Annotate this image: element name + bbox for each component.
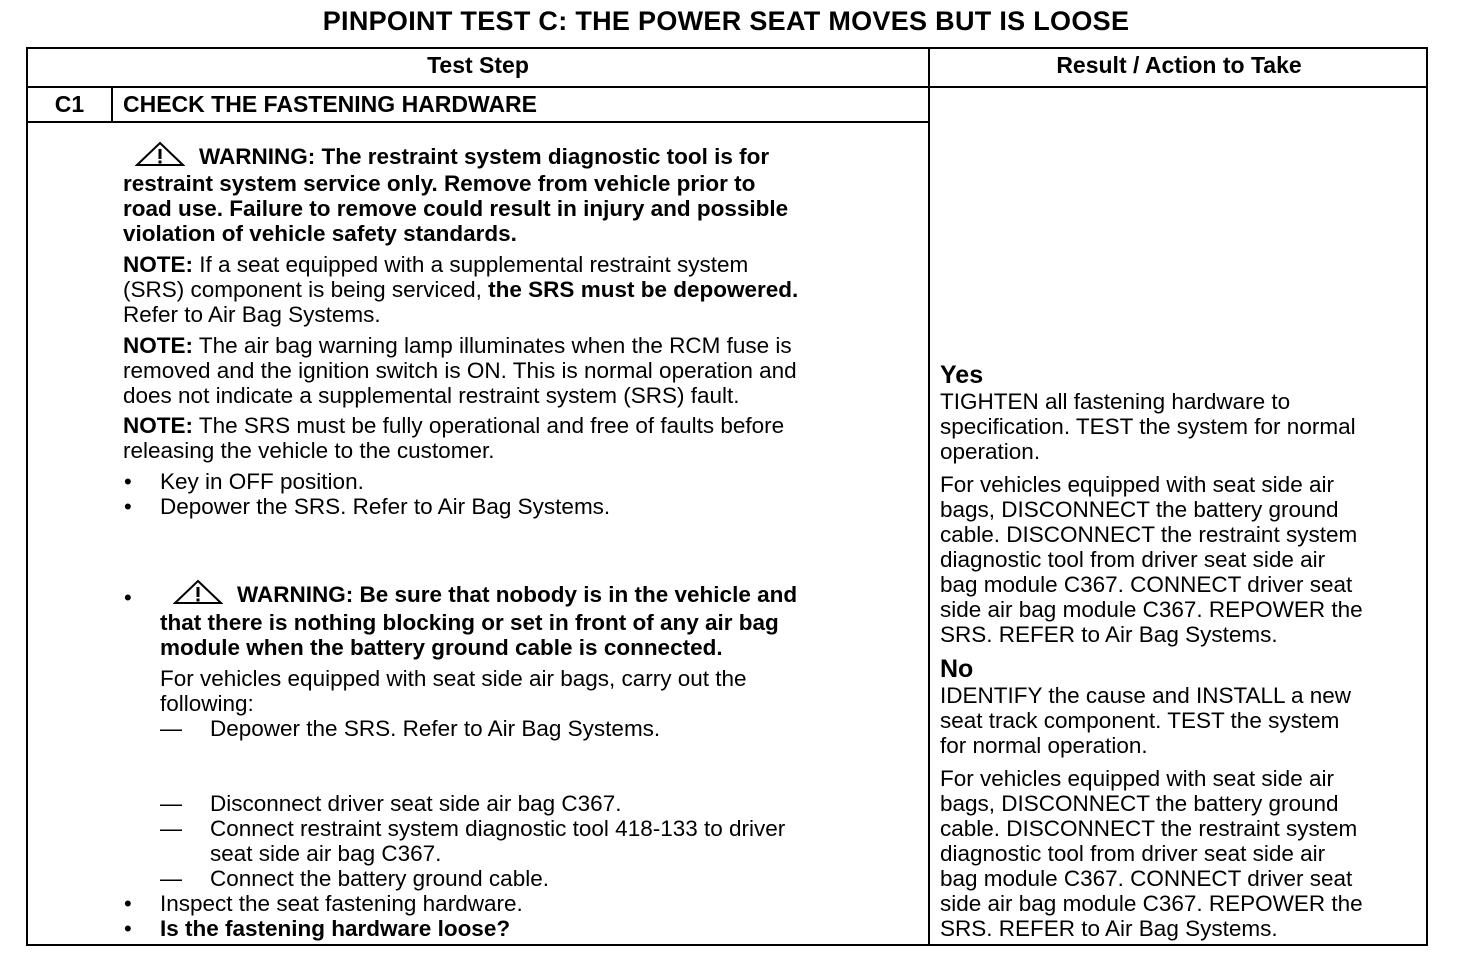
result-yes-extra-2: bags, DISCONNECT the battery ground	[940, 497, 1339, 522]
bullet-3-text-2: following:	[160, 691, 254, 716]
note-1-line-3: Refer to Air Bag Systems.	[123, 302, 381, 327]
page-title: PINPOINT TEST C: THE POWER SEAT MOVES BUT IS LOOSE	[322, 6, 1130, 36]
result-no-line-1: IDENTIFY the cause and INSTALL a new	[940, 683, 1352, 708]
dash-4-text: Connect the battery ground cable.	[210, 866, 549, 891]
note-1-line-2: (SRS) component is being serviced, the SRS must be depowered.	[123, 277, 799, 302]
dash-2: —	[160, 791, 182, 816]
note-3-line-1: NOTE: The SRS must be fully operational and free of faults before	[123, 413, 785, 438]
column-divider	[928, 49, 930, 944]
warning-1-line-2: restraint system service only. Remove from vehicle prior to	[123, 171, 756, 196]
note-2-line-2: removed and the ignition switch is ON. This is normal operation and	[123, 358, 797, 383]
note-2-line-1: NOTE: The air bag warning lamp illuminates when the RCM fuse is	[123, 333, 792, 358]
bullet-1: •	[124, 469, 132, 494]
bullet-2: •	[124, 494, 132, 519]
result-no-extra-6: side air bag module C367. REPOWER the	[940, 891, 1363, 916]
dash-4: —	[160, 866, 182, 891]
result-yes-line-3: operation.	[940, 439, 1041, 464]
note-1-line-1: NOTE: If a seat equipped with a supplemental restraint system	[123, 252, 749, 277]
bullet-1-text: Key in OFF position.	[160, 469, 364, 494]
step-title: CHECK THE FASTENING HARDWARE	[123, 91, 538, 117]
warning-triangle-icon	[173, 579, 223, 610]
note-3-line-2: releasing the vehicle to the customer.	[123, 438, 495, 463]
result-no-line-2: seat track component. TEST the system	[940, 708, 1340, 733]
warning-1-line-3: road use. Failure to remove could result in injury and possible	[123, 196, 789, 221]
dash-1-text: Depower the SRS. Refer to Air Bag Systems.	[210, 716, 661, 741]
warning-2-line-2: that there is nothing blocking or set in front of any air bag	[160, 610, 779, 635]
result-yes-extra-6: side air bag module C367. REPOWER the	[940, 597, 1363, 622]
bullet-4-text: Inspect the seat fastening hardware.	[160, 891, 523, 916]
dash-1: —	[160, 716, 182, 741]
bullet-3-text-1: For vehicles equipped with seat side air bags, carry out the	[160, 666, 747, 691]
note-2-line-3: does not indicate a supplemental restraint system (SRS) fault.	[123, 383, 740, 408]
warning-1-line-1: WARNING: The restraint system diagnostic tool is for	[135, 141, 769, 172]
bullet-5: •	[124, 916, 132, 941]
warning-2-line-1: WARNING: Be sure that nobody is in the vehicle and	[173, 579, 797, 610]
result-no-extra-7: SRS. REFER to Air Bag Systems.	[940, 916, 1278, 941]
warning-1-line-4: violation of vehicle safety standards.	[123, 221, 517, 246]
result-no-extra-3: cable. DISCONNECT the restraint system	[940, 816, 1358, 841]
dash-3-text-1: Connect restraint system diagnostic tool 418-133 to driver	[210, 816, 786, 841]
header-divider	[28, 86, 1426, 88]
result-yes-extra-5: bag module C367. CONNECT driver seat	[940, 572, 1353, 597]
dash-3-text-2: seat side air bag C367.	[210, 841, 442, 866]
result-yes-label: Yes	[940, 361, 984, 389]
result-no-label: No	[940, 655, 974, 683]
header-test-step: Test Step	[427, 52, 529, 78]
result-no-extra-5: bag module C367. CONNECT driver seat	[940, 866, 1353, 891]
warning-1-label: WARNING:	[199, 144, 316, 169]
dash-3: —	[160, 816, 182, 841]
warning-triangle-icon	[135, 141, 185, 172]
bullet-2-text: Depower the SRS. Refer to Air Bag Systems.	[160, 494, 611, 519]
header-result: Result / Action to Take	[1056, 52, 1302, 78]
step-id-divider	[111, 88, 113, 123]
bullet-3: •	[124, 585, 132, 610]
result-yes-extra-3: cable. DISCONNECT the restraint system	[940, 522, 1358, 547]
result-no-extra-2: bags, DISCONNECT the battery ground	[940, 791, 1339, 816]
result-yes-line-2: specification. TEST the system for normal	[940, 414, 1356, 439]
bullet-4: •	[124, 891, 132, 916]
result-no-extra-4: diagnostic tool from driver seat side air	[940, 841, 1326, 866]
result-yes-extra-7: SRS. REFER to Air Bag Systems.	[940, 622, 1278, 647]
dash-2-text: Disconnect driver seat side air bag C367.	[210, 791, 622, 816]
result-no-line-3: for normal operation.	[940, 733, 1148, 758]
bullet-5-text: Is the fastening hardware loose?	[160, 916, 511, 941]
result-no-extra-1: For vehicles equipped with seat side air	[940, 766, 1334, 791]
pinpoint-table	[26, 47, 1428, 946]
result-yes-line-1: TIGHTEN all fastening hardware to	[940, 389, 1291, 414]
step-id: C1	[54, 91, 85, 117]
warning-2-line-3: module when the battery ground cable is connected.	[160, 635, 723, 660]
step-row-divider	[28, 121, 930, 123]
result-yes-extra-1: For vehicles equipped with seat side air	[940, 472, 1334, 497]
result-yes-extra-4: diagnostic tool from driver seat side air	[940, 547, 1326, 572]
